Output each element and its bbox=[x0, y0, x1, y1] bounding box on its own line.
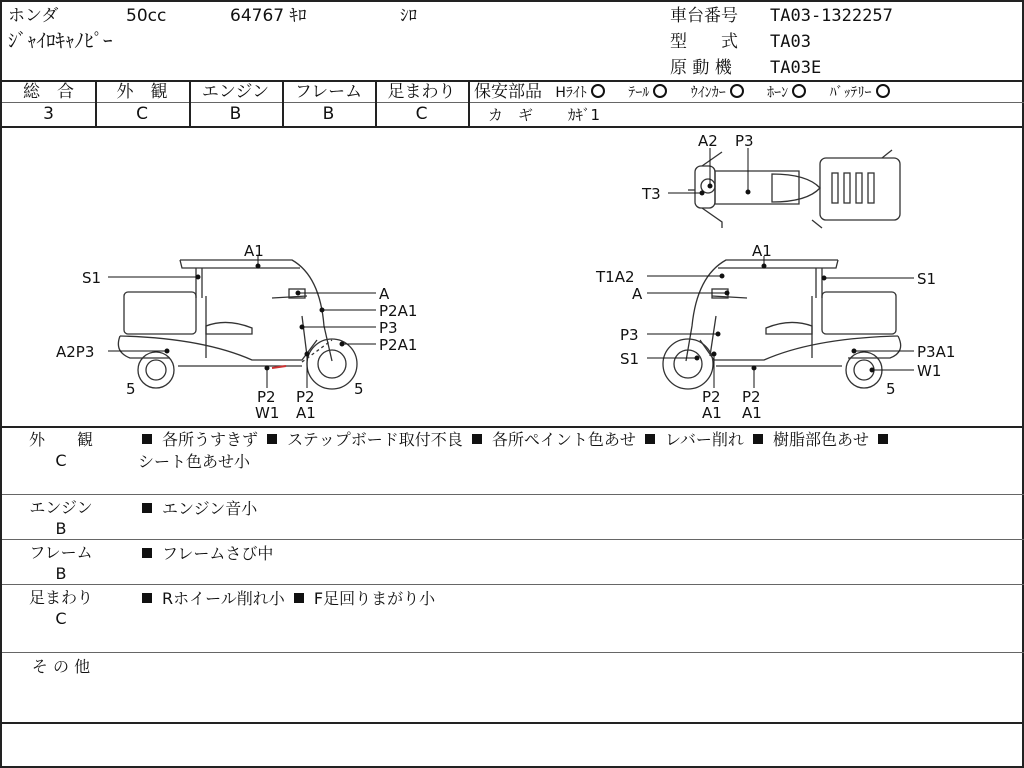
engine-type-label: 原 動 機 bbox=[670, 58, 732, 78]
grade-label-engine: エンジン bbox=[201, 82, 270, 102]
engine-type-value: TA03E bbox=[770, 58, 822, 78]
remark-grade-exterior: C bbox=[55, 451, 67, 470]
label-top-t3: T3 bbox=[642, 185, 661, 203]
bullet-square-icon bbox=[294, 593, 304, 603]
mileage bbox=[230, 6, 307, 26]
ok-circle-icon bbox=[653, 84, 667, 98]
label-right-p2-a: P2 bbox=[702, 388, 721, 406]
ok-circle-icon bbox=[730, 84, 744, 98]
remark-line-frame: フレームさび中 bbox=[138, 544, 273, 564]
grade-value-exterior: C bbox=[136, 104, 148, 124]
right-view-outline bbox=[663, 260, 901, 389]
remark-grade-frame: B bbox=[55, 564, 67, 583]
key-label: カ ギ bbox=[488, 106, 534, 124]
grade-value-suspension: C bbox=[415, 104, 428, 124]
label-right-s1-top: S1 bbox=[917, 270, 937, 288]
label-right-t1a2: T1A2 bbox=[596, 268, 635, 286]
label-top-p3: P3 bbox=[735, 132, 754, 150]
bullet-square-icon bbox=[267, 434, 277, 444]
safety-headlight: Hﾗｲﾄ bbox=[555, 83, 605, 103]
label-left-p3: P3 bbox=[379, 319, 398, 337]
ok-circle-icon bbox=[792, 84, 806, 98]
label-right-a1-a: A1 bbox=[702, 404, 722, 422]
label-right-s1-bottom: S1 bbox=[620, 350, 640, 368]
grade-label-frame: フレーム bbox=[294, 82, 363, 102]
bullet-square-icon bbox=[472, 434, 482, 444]
remark-category-exterior: 外 観 bbox=[28, 430, 93, 449]
remark-category-frame: フレーム bbox=[29, 543, 93, 562]
key-value: ｶｷﾞ1 bbox=[568, 106, 601, 124]
type-label: 型 式 bbox=[670, 32, 738, 52]
safety-winker: ｳｲﾝｶｰ bbox=[691, 83, 744, 103]
remark-category-other: そ の 他 bbox=[31, 657, 91, 676]
ok-circle-icon bbox=[876, 84, 890, 98]
bullet-square-icon bbox=[142, 593, 152, 603]
label-right-a1-b: A1 bbox=[742, 404, 762, 422]
label-left-p2a1-upper: P2A1 bbox=[379, 302, 418, 320]
label-left-p2-a: P2 bbox=[257, 388, 276, 406]
bullet-square-icon bbox=[878, 434, 888, 444]
label-right-5: 5 bbox=[886, 380, 896, 398]
grade-value-frame: B bbox=[322, 104, 335, 124]
remark-line-engine: エンジン音小 bbox=[138, 499, 257, 519]
damage-diagram bbox=[2, 126, 1024, 426]
label-left-5-rear: 5 bbox=[126, 380, 136, 398]
label-right-p2-b: P2 bbox=[742, 388, 761, 406]
bullet-square-icon bbox=[142, 548, 152, 558]
color: ｼﾛ bbox=[400, 6, 417, 26]
label-left-s1: S1 bbox=[82, 269, 102, 287]
label-left-p2a1-lower: P2A1 bbox=[379, 336, 418, 354]
bullet-square-icon bbox=[142, 503, 152, 513]
label-right-p3a1: P3A1 bbox=[917, 343, 956, 361]
remark-grade-engine: B bbox=[55, 519, 67, 538]
remark-category-suspension: 足まわり bbox=[28, 588, 93, 607]
remark-line-suspension: Rホイール削れ小 F足回りまがり小 bbox=[138, 589, 435, 609]
grade-value-overall: 3 bbox=[43, 104, 54, 124]
label-right-p3: P3 bbox=[620, 326, 639, 344]
model-name: ｼﾞｬｲﾛｷｬﾉﾋﾟｰ bbox=[8, 30, 113, 52]
safety-horn: ﾎｰﾝ bbox=[767, 83, 806, 103]
safety-parts bbox=[474, 82, 890, 103]
label-left-a2p3: A2P3 bbox=[56, 343, 95, 361]
label-left-a: A bbox=[379, 285, 390, 303]
safety-tail: ﾃｰﾙ bbox=[628, 83, 667, 103]
label-right-w1: W1 bbox=[917, 362, 942, 380]
bullet-square-icon bbox=[142, 434, 152, 444]
left-view-outline bbox=[118, 260, 357, 389]
label-left-a1-b: A1 bbox=[296, 404, 316, 422]
bullet-square-icon bbox=[753, 434, 763, 444]
ok-circle-icon bbox=[591, 84, 605, 98]
remark-category-engine: エンジン bbox=[29, 498, 93, 517]
remark-line-exterior-1: 各所うすきず ステップボード取付不良 各所ペイント色あせ レバー削れ 樹脂部色あせ bbox=[138, 430, 898, 450]
mileage-value: 64767 bbox=[230, 6, 285, 26]
grade-label-exterior: 外 観 bbox=[116, 82, 168, 102]
displacement: 50cc bbox=[126, 6, 167, 26]
maker: ホンダ bbox=[8, 6, 59, 26]
grade-label-suspension: 足まわり bbox=[387, 82, 456, 102]
label-right-a: A bbox=[632, 285, 643, 303]
chassis-label: 車台番号 bbox=[670, 6, 738, 26]
remark-grade-suspension: C bbox=[55, 609, 67, 628]
bullet-square-icon bbox=[645, 434, 655, 444]
grade-label-overall: 総 合 bbox=[23, 82, 74, 102]
label-left-5-front: 5 bbox=[354, 380, 364, 398]
safety-label: 保安部品 bbox=[474, 82, 542, 102]
mileage-unit: ｷﾛ bbox=[289, 6, 307, 26]
label-left-w1: W1 bbox=[255, 404, 280, 422]
label-right-a1: A1 bbox=[752, 242, 772, 260]
label-top-a2: A2 bbox=[698, 132, 718, 150]
grade-value-engine: B bbox=[229, 104, 242, 124]
chassis-value: TA03-1322257 bbox=[770, 6, 893, 26]
type-value: TA03 bbox=[770, 32, 811, 52]
label-left-a1: A1 bbox=[244, 242, 264, 260]
label-left-p2-b: P2 bbox=[296, 388, 315, 406]
safety-battery: ﾊﾞｯﾃﾘｰ bbox=[830, 83, 890, 103]
remark-line-exterior-2: シート色あせ小 bbox=[138, 452, 251, 471]
top-view-outline bbox=[688, 150, 900, 228]
